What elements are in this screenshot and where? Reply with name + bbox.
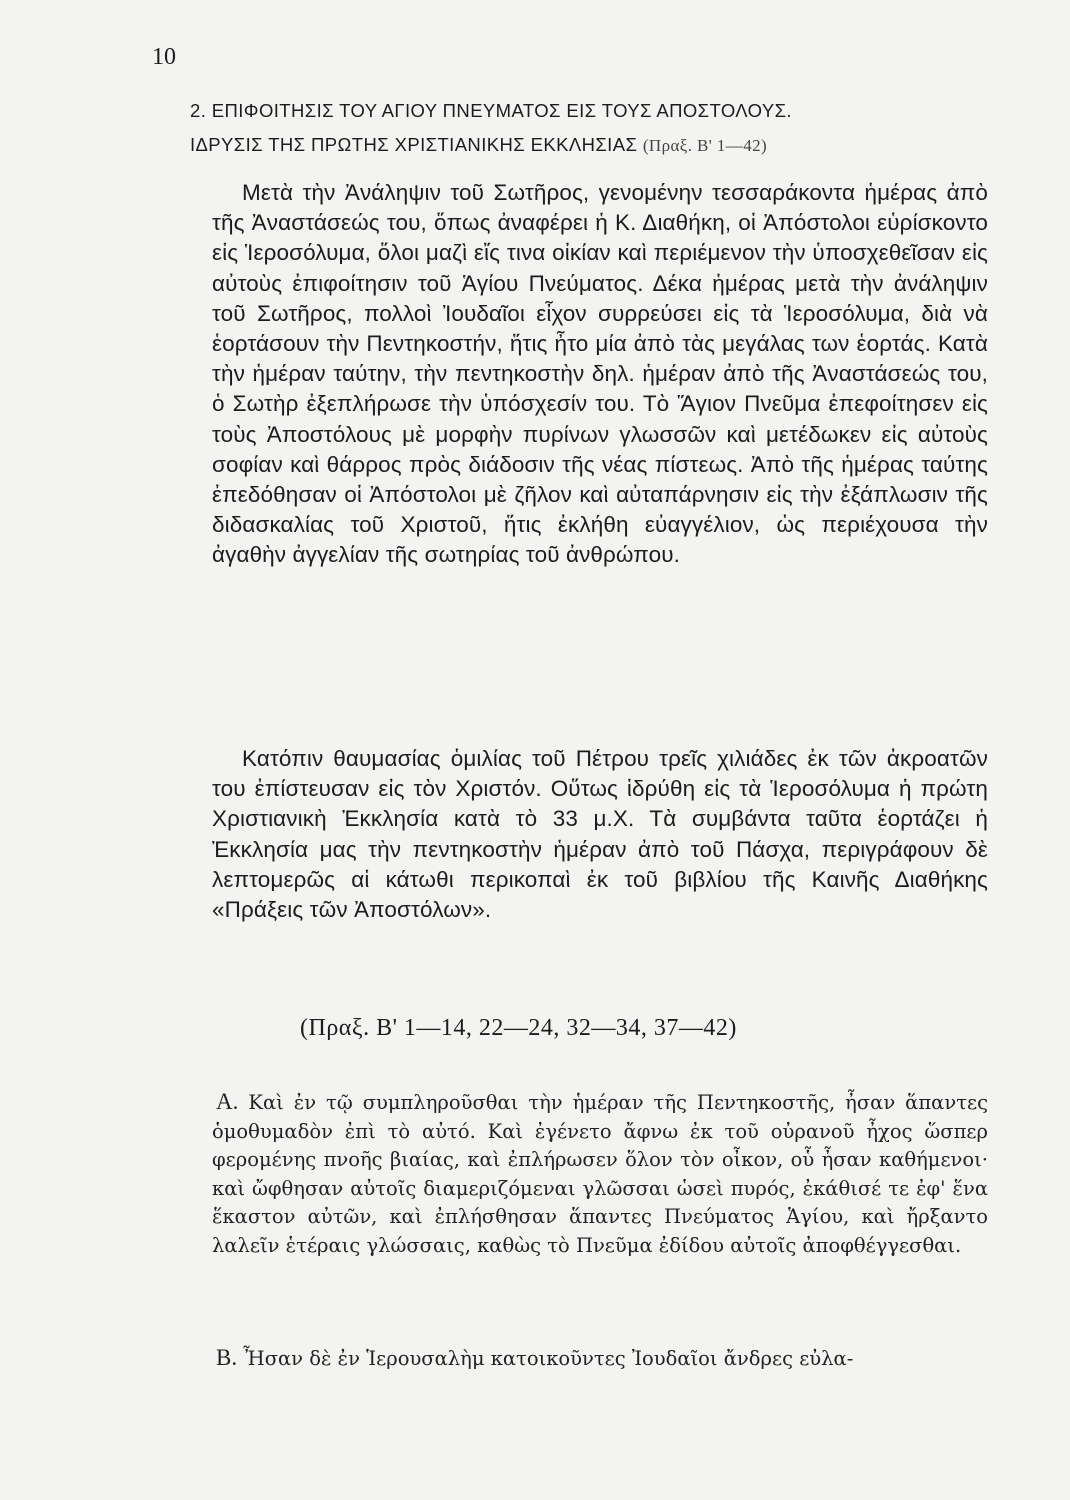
verse-mark-a: Α. xyxy=(216,1089,239,1114)
paragraph-1: Μετὰ τὴν Ἀνάληψιν τοῦ Σωτῆρος, γενομένην τεσσαράκοντα ἡμέρας ἀπὸ τῆς Ἀναστάσεώς του, ὅπως ἀναφέρει ἡ Κ. Διαθήκη, οἱ Ἀπόστολοι εὑρίσκοντο εἰς Ἱεροσόλυμα, ὅλοι μαζὶ εἴς τινα οἰκίαν καὶ περιέμενον τὴν ὑποσχεθεῖσαν εἰς αὐτοὺς ἐπιφοίτησιν τοῦ Ἁγίου Πνεύματος. Δέκα ἡμέρας μετὰ τὴν ἀνάληψιν τοῦ Σωτῆρος, πολλοὶ Ἰουδαῖοι εἶχον συρρεύσει εἰς τὰ Ἱεροσόλυμα, διὰ νὰ ἑορτάσουν τὴν Πεντηκοστήν, ἥτις ἦτο μία ἀπὸ τὰς μεγάλας των ἑορτάς. Κατὰ τὴν ἡμέραν ταύτην, τὴν πεντηκοστὴν δηλ. ἡμέραν ἀπὸ τῆς Ἀναστάσεώς του, ὁ Σωτὴρ ἐξεπλήρωσε τὴν ὑπόσχεσίν του. Τὸ Ἅγιον Πνεῦμα ἐπεφοίτησεν εἰς τοὺς Ἀποστόλους μὲ μορφὴν πυρίνων γλωσσῶν καὶ μετέδωκεν εἰς αὐτοὺς σοφίαν καὶ θάρρος πρὸς διάδοσιν τῆς νέας πίστεως. Ἀπὸ τῆς ἡμέρας ταύτης ἐπεδόθησαν οἱ Ἀπόστολοι μὲ ζῆλον καὶ αὐταπάρνησιν εἰς τὴν ἐξάπλωσιν τῆς διδασκαλίας τοῦ Χριστοῦ, ἥτις ἐκλήθη εὐαγγέλιον, ὡς περιέχουσα τὴν ἀγαθὴν ἀγγελίαν τῆς σωτηρίας τοῦ ἀνθρώπου. xyxy=(212,180,988,568)
page-number: 10 xyxy=(152,44,176,70)
chapter-title: 2. ΕΠΙΦΟΙΤΗΣΙΣ ΤΟΥ ΑΓΙΟΥ ΠΝΕΥΜΑΤΟΣ ΕΙΣ ΤΟΥΣ ΑΠΟΣΤΟΛΟΥΣ. xyxy=(190,100,792,121)
verse-text-a: Καὶ ἐν τῷ συμπληροῦσθαι τὴν ἡμέραν τῆς Πεντηκοστῆς, ἦσαν ἅπαντες ὁμοθυμαδὸν ἐπὶ τὸ αὐτό. Καὶ ἐγένετο ἄφνω ἐκ τοῦ οὐρανοῦ ἦχος ὥσπερ φερομένης πνοῆς βιαίας, καὶ ἐπλήρωσεν ὅλον τὸν οἶκον, οὗ ἦσαν καθήμενοι· καὶ ὤφθησαν αὐτοῖς διαμεριζόμεναι γλῶσσαι ὡσεὶ πυρός, ἐκάθισέ τε ἐφ' ἕνα ἕκαστον αὐτῶν, καὶ ἐπλήσθησαν ἅπαντες Πνεύματος Ἁγίου, καὶ ἤρξαντο λαλεῖν ἑτέραις γλώσσαις, καθὼς τὸ Πνεῦμα ἐδίδου αὐτοῖς ἀποφθέγγεσθαι. xyxy=(212,1091,988,1257)
verse-block-a xyxy=(212,1088,988,1261)
paragraph-2: Κατόπιν θαυμασίας ὁμιλίας τοῦ Πέτρου τρεῖς χιλιάδες ἐκ τῶν ἀκροατῶν του ἐπίστευσαν εἰς τὸν Χριστόν. Οὕτως ἱδρύθη εἰς τὰ Ἱεροσόλυμα ἡ πρώτη Χριστιανικὴ Ἐκκλησία κατὰ τὸ 33 μ.Χ. Τὰ συμβάντα ταῦτα ἑορτάζει ἡ Ἐκκλησία μας τὴν πεντηκοστὴν ἡμέραν ἀπὸ τοῦ Πάσχα, περιγράφουν δὲ λεπτομερῶς αἱ κάτωθι περικοπαὶ ἐκ τοῦ βιβλίου τῆς Καινῆς Διαθήκης «Πράξεις τῶν Ἀποστόλων». xyxy=(212,746,988,923)
chapter-heading xyxy=(190,100,990,122)
chapter-subtitle: ΙΔΡΥΣΙΣ ΤΗΣ ΠΡΩΤΗΣ ΧΡΙΣΤΙΑΝΙΚΗΣ ΕΚΚΛΗΣΙΑΣ xyxy=(190,134,638,155)
verse-block-b xyxy=(212,1344,988,1374)
verse-mark-b: Β. xyxy=(216,1345,238,1370)
scripture-reference: (Πραξ. Β' 1—14, 22—24, 32—34, 37—42) xyxy=(300,1015,737,1041)
chapter-reference: (Πραξ. Β' 1—42) xyxy=(642,136,768,155)
verse-text-b: Ἦσαν δὲ ἐν Ἱερουσαλὴμ κατοικοῦντες Ἰουδαῖοι ἄνδρες εὐλα- xyxy=(243,1347,854,1370)
chapter-subtitle-line xyxy=(190,134,990,156)
